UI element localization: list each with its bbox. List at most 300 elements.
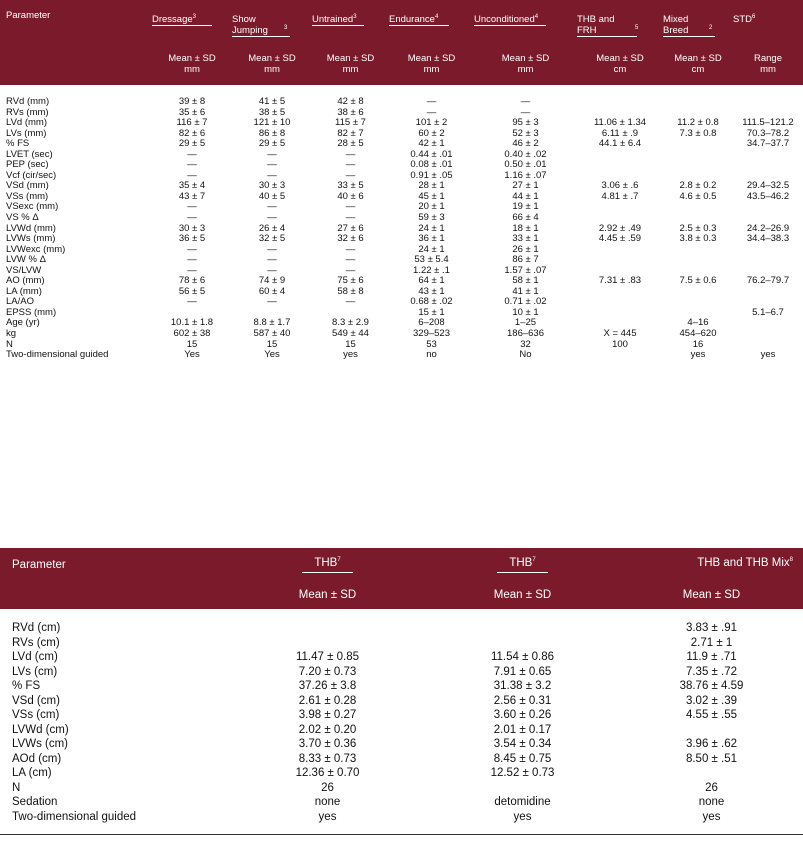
table-row (0, 297, 803, 308)
value-cell: 10.1 ± 1.8 (170, 317, 214, 329)
value-cell: 11.47 ± 0.85 (295, 651, 359, 663)
table2-group-ref: 7 (337, 556, 341, 563)
value-cell: — (187, 243, 197, 255)
value-cell: 59 ± 3 (418, 212, 445, 224)
value-cell: 100 (612, 338, 628, 350)
parameter-cell: LVd (mm) (6, 117, 47, 129)
value-cell (577, 202, 663, 213)
table1-group-header-underline (577, 14, 637, 37)
value-cell: 0.91 ± .05 (410, 169, 453, 181)
parameter-cell: LVWexc (mm) (6, 243, 66, 255)
table1-unit-line: cm (613, 64, 627, 75)
value-cell: yes (318, 810, 337, 823)
value-cell: 28 ± 5 (337, 138, 364, 150)
value-cell: 1.57 ± .07 (504, 264, 547, 276)
value-cell: 2.61 ± 0.28 (298, 694, 357, 707)
value-cell: 116 ± 7 (176, 117, 208, 129)
value-cell: — (345, 201, 356, 213)
value-cell: 2.02 ± 0.20 (298, 723, 357, 736)
table1-unit-line: Mean ± SD (407, 53, 456, 64)
value-cell: 186–636 (507, 328, 544, 340)
value-cell: 26 ± 1 (512, 243, 539, 255)
value-cell: — (187, 264, 197, 276)
value-cell: 33 ± 5 (337, 180, 364, 192)
value-cell: 24 ± 1 (418, 243, 445, 255)
value-cell: 549 ± 44 (332, 328, 369, 340)
value-cell: 53 (426, 338, 437, 350)
value-cell: 26 (321, 781, 334, 794)
parameter-cell: LVWs (cm) (12, 738, 69, 750)
table1-group-header-underline (733, 14, 803, 25)
table1-group-label: Untrained (312, 14, 354, 25)
value-cell: 12.36 ± 0.70 (295, 767, 360, 779)
value-cell: 60 ± 4 (258, 285, 286, 297)
value-cell: 58 ± 1 (512, 275, 539, 287)
value-cell: 10 ± 1 (512, 306, 539, 318)
table1-group-label: Dressage (152, 14, 193, 25)
parameter-cell: LVWs (mm) (6, 233, 56, 245)
value-cell: X = 445 (603, 328, 637, 340)
value-cell: 15 (266, 338, 278, 350)
value-cell: 24 ± 1 (418, 222, 445, 234)
parameter-cell: LVW % Δ (6, 254, 46, 266)
value-cell (663, 297, 733, 308)
table-row (0, 340, 803, 351)
value-cell: 44.1 ± 6.4 (598, 138, 642, 150)
value-cell: 75 ± 6 (337, 275, 364, 287)
value-cell: 329–523 (413, 328, 450, 340)
table1-group-header-underline (663, 14, 715, 37)
table1-unit-header (152, 50, 232, 85)
parameter-cell: EPSS (mm) (6, 306, 57, 318)
table-row (0, 139, 803, 150)
value-cell: — (267, 201, 277, 213)
value-cell: none (698, 796, 725, 808)
value-cell: — (345, 243, 356, 255)
value-cell: 2.8 ± 0.2 (679, 180, 717, 192)
table1-unit-header (577, 50, 663, 85)
value-cell: 7.5 ± 0.6 (679, 275, 717, 287)
value-cell: 7.31 ± .83 (598, 275, 642, 287)
value-cell: 35 ± 4 (178, 180, 206, 192)
parameter-cell: Sedation (12, 796, 58, 808)
table1-group-ref: 5 (635, 24, 639, 31)
value-cell: — (345, 212, 356, 224)
parameter-cell: Vcf (cir/sec) (6, 169, 57, 181)
value-cell: 2.71 ± 1 (690, 636, 733, 649)
table2-group-ref: 7 (532, 556, 536, 563)
value-cell: 115 ± 7 (335, 117, 366, 129)
value-cell: 29 ± 5 (258, 138, 286, 150)
value-cell: — (520, 106, 531, 118)
value-cell: 4.81 ± .7 (601, 190, 639, 202)
value-cell (425, 636, 620, 651)
parameter-cell: LVs (cm) (12, 665, 58, 678)
table1-body (0, 85, 803, 361)
table1-unit-header-row (0, 50, 803, 85)
value-cell: 16 (692, 338, 704, 350)
parameter-cell: RVd (mm) (6, 96, 50, 107)
table2-unit-header: Mean ± SD (425, 581, 620, 609)
value-cell: 1.22 ± .1 (413, 264, 450, 276)
value-cell: 5.1–6.7 (752, 306, 784, 318)
table1-group-header (232, 0, 312, 50)
value-cell: 4.6 ± 0.5 (679, 190, 717, 202)
parameter-cell: VSs (cm) (12, 709, 60, 721)
table-row (0, 213, 803, 224)
table1-group-ref: 3 (192, 13, 197, 20)
table1-unit-header (389, 50, 474, 85)
value-cell: 86 ± 7 (512, 254, 539, 266)
table-row (0, 234, 803, 245)
value-cell (733, 245, 803, 256)
value-cell: 32 (520, 338, 531, 350)
value-cell: 8.45 ± 0.75 (493, 752, 552, 765)
table1-unit-line: Mean ± SD (596, 53, 644, 64)
value-cell: 74 ± 9 (258, 275, 286, 287)
table1-group-header (663, 0, 733, 50)
table-row (0, 752, 803, 767)
table1-group-header-row (0, 0, 803, 50)
value-cell: — (267, 264, 277, 276)
value-cell: 43.5–46.2 (746, 190, 790, 202)
value-cell: — (187, 201, 197, 213)
table2-group-header (230, 548, 425, 581)
table1-group-header (312, 0, 389, 50)
table1-unit-line: Mean ± SD (248, 53, 296, 64)
value-cell: 18 ± 1 (512, 222, 539, 234)
value-cell: 86 ± 8 (258, 127, 286, 139)
value-cell: 58 ± 8 (337, 285, 364, 297)
table2-parameter-header: Parameter (0, 548, 230, 581)
table1-unit-header (733, 50, 803, 85)
value-cell: 32 ± 6 (337, 233, 364, 245)
table2-unit-header-row (0, 581, 803, 609)
value-cell (577, 160, 663, 171)
value-cell (577, 255, 663, 266)
value-cell: 0.40 ± .02 (504, 148, 547, 160)
value-cell: — (345, 148, 356, 160)
value-cell: 35 ± 6 (178, 106, 206, 118)
value-cell: 7.20 ± 0.73 (298, 665, 357, 678)
parameter-cell: AOd (cm) (12, 752, 62, 765)
value-cell: 0.50 ± .01 (504, 159, 547, 171)
parameter-cell: LVWd (mm) (6, 222, 56, 234)
table1-group-header-underline (389, 14, 449, 26)
value-cell: — (187, 148, 197, 160)
table2-group-label: THB (509, 556, 533, 569)
table1-unit-line: Mean ± SD (501, 53, 550, 64)
table-row (0, 329, 803, 340)
value-cell: no (426, 349, 437, 361)
table-row (0, 308, 803, 319)
value-cell: 7.3 ± 0.8 (679, 127, 717, 139)
echo-table-breeds (0, 0, 803, 361)
table-row (0, 276, 803, 287)
value-cell: — (187, 296, 197, 308)
table1-unit-line: Range (754, 53, 782, 64)
table1-unit-header (474, 50, 577, 85)
value-cell: 6.11 ± .9 (601, 127, 639, 139)
table-row (0, 723, 803, 738)
table1-group-header (577, 0, 663, 50)
parameter-cell: Age (yr) (6, 317, 40, 329)
table-row (0, 795, 803, 810)
value-cell (663, 245, 733, 256)
value-cell: 0.68 ± .02 (410, 296, 453, 308)
value-cell: 2.01 ± 0.17 (493, 723, 552, 736)
value-cell (577, 150, 663, 161)
table1-unit-header (312, 50, 389, 85)
parameter-cell: VSd (cm) (12, 694, 60, 707)
value-cell: none (314, 796, 341, 808)
value-cell: yes (343, 349, 358, 361)
value-cell: 12.52 ± 0.73 (490, 767, 555, 779)
value-cell: 42 ± 1 (418, 138, 445, 150)
table1-unit-line: Mean ± SD (326, 53, 375, 64)
table2-unit-header: Mean ± SD (620, 581, 803, 609)
value-cell: 2.5 ± 0.3 (679, 222, 717, 234)
value-cell: 587 ± 40 (253, 328, 291, 340)
value-cell: — (345, 169, 356, 181)
table1-group-header-underline (152, 14, 212, 26)
value-cell: — (187, 169, 197, 181)
value-cell: 8.50 ± .51 (685, 752, 738, 765)
table2-group-label: THB and THB Mix (697, 557, 790, 569)
table2-group-ref: 8 (789, 557, 793, 564)
value-cell (663, 139, 733, 150)
table2-group-label: THB (314, 556, 338, 569)
parameter-cell: N (12, 781, 21, 794)
table1-unit-header (232, 50, 312, 85)
value-cell: — (345, 159, 356, 171)
table1-group-ref: 3 (284, 24, 288, 31)
value-cell: 32 ± 5 (258, 233, 286, 245)
table1-unit-line: Mean ± SD (674, 53, 722, 64)
value-cell: 11.2 ± 0.8 (677, 117, 719, 129)
table2-group-header-row (0, 548, 803, 581)
parameter-cell: LVWd (cm) (12, 723, 69, 736)
value-cell: 602 ± 38 (173, 328, 211, 340)
value-cell: 121 ± 10 (253, 117, 291, 129)
table-row (0, 766, 803, 781)
value-cell (733, 150, 803, 161)
value-cell: — (267, 159, 277, 171)
value-cell: 19 ± 1 (512, 201, 539, 213)
value-cell: 45 ± 1 (418, 190, 445, 202)
value-cell: 3.8 ± 0.3 (679, 233, 717, 245)
table1-unit-line: mm (264, 64, 280, 75)
table-row (0, 350, 803, 361)
value-cell: 70.3–78.2 (746, 127, 790, 139)
table2-group-header-underline (697, 557, 793, 572)
table1-unit-line: mm (342, 64, 359, 75)
value-cell: 37.26 ± 3.8 (298, 680, 357, 692)
table2-group-header (620, 548, 803, 581)
value-cell: 64 ± 1 (418, 275, 445, 287)
value-cell (733, 287, 803, 298)
value-cell: 43 ± 1 (418, 285, 445, 297)
table1-group-label: Show Jumping (232, 14, 268, 36)
table-row (0, 781, 803, 796)
value-cell (663, 213, 733, 224)
value-cell: — (345, 264, 356, 276)
table2-body (0, 609, 803, 824)
table2-unit-header: Mean ± SD (230, 581, 425, 609)
value-cell: 3.83 ± .91 (685, 622, 738, 634)
value-cell (577, 245, 663, 256)
value-cell: 3.70 ± 0.36 (298, 738, 357, 750)
value-cell (733, 202, 803, 213)
value-cell: yes (690, 349, 706, 361)
value-cell (733, 160, 803, 171)
value-cell (733, 318, 803, 329)
value-cell: 66 ± 4 (512, 212, 539, 224)
value-cell (577, 350, 663, 361)
value-cell (663, 202, 733, 213)
table-row (0, 245, 803, 256)
parameter-cell: % FS (12, 680, 41, 692)
parameter-cell: RVs (cm) (12, 636, 60, 649)
value-cell (663, 150, 733, 161)
table-row (0, 810, 803, 825)
value-cell: 46 ± 2 (512, 138, 539, 150)
parameter-cell: LA (mm) (6, 285, 42, 297)
parameter-cell: Two-dimensional guided (12, 810, 137, 823)
value-cell: — (345, 296, 356, 308)
value-cell: yes (760, 349, 776, 361)
value-cell: 8.33 ± 0.73 (298, 752, 357, 765)
table2-group-header-underline (497, 557, 547, 573)
table-row (0, 287, 803, 298)
table1-group-header-underline (312, 14, 364, 26)
table1-unit-line: cm (691, 64, 705, 75)
table-row (0, 650, 803, 665)
value-cell: 82 ± 7 (337, 127, 364, 139)
value-cell: 53 ± 5.4 (414, 254, 449, 266)
value-cell: 52 ± 3 (512, 127, 539, 139)
value-cell: 0.08 ± .01 (410, 159, 453, 171)
parameter-cell: LVET (sec) (6, 148, 53, 160)
value-cell: 34.4–38.3 (746, 233, 790, 245)
value-cell: 8.8 ± 1.7 (253, 317, 291, 329)
value-cell: Yes (264, 349, 280, 361)
value-cell: 40 ± 5 (258, 190, 286, 202)
value-cell: 38 ± 6 (337, 106, 364, 118)
value-cell: 27 ± 1 (512, 180, 539, 192)
parameter-cell: RVd (cm) (12, 622, 61, 634)
value-cell: — (426, 106, 437, 118)
value-cell: — (426, 96, 437, 107)
table1-group-header (389, 0, 474, 50)
value-cell: yes (702, 810, 721, 823)
value-cell: 11.54 ± 0.86 (490, 651, 554, 663)
table2-bottom-rule (0, 834, 803, 835)
value-cell (230, 636, 425, 651)
value-cell: detomidine (494, 796, 551, 808)
value-cell (663, 160, 733, 171)
value-cell: 8.3 ± 2.9 (332, 317, 369, 329)
value-cell: 38 ± 5 (258, 106, 286, 118)
table-row (0, 192, 803, 203)
value-cell: 1–25 (514, 317, 537, 329)
table1-unit-line: mm (423, 64, 440, 75)
value-cell: — (267, 243, 277, 255)
table1-unit-line: mm (517, 64, 534, 75)
value-cell: 33 ± 1 (512, 233, 539, 245)
value-cell: — (267, 254, 277, 266)
value-cell: — (267, 148, 277, 160)
value-cell: 30 ± 3 (178, 222, 206, 234)
table-row (0, 202, 803, 213)
value-cell: 3.98 ± 0.27 (298, 709, 357, 721)
table1-group-ref: 6 (752, 13, 756, 20)
value-cell: 7.35 ± .72 (685, 665, 738, 678)
value-cell (663, 85, 733, 108)
table1-group-ref: 4 (434, 13, 439, 20)
table-row (0, 609, 803, 636)
table1-group-label: Endurance (389, 14, 435, 25)
table1-unit-header-empty (0, 50, 152, 85)
value-cell: 82 ± 6 (178, 127, 206, 139)
value-cell: 95 ± 3 (512, 117, 539, 129)
value-cell: 111.5–121.2 (742, 117, 794, 129)
value-cell: 2.56 ± 0.31 (493, 694, 552, 707)
table1-group-header (152, 0, 232, 50)
table-row (0, 737, 803, 752)
parameter-cell: LA/AO (6, 296, 34, 308)
parameter-cell: LVs (mm) (6, 127, 47, 139)
table1-group-ref: 4 (534, 13, 539, 20)
table1-parameter-header: Parameter (0, 0, 152, 50)
value-cell: — (267, 169, 277, 181)
value-cell (577, 85, 663, 108)
parameter-cell: N (6, 338, 13, 350)
value-cell: 3.54 ± 0.34 (493, 738, 552, 750)
table-row (0, 694, 803, 709)
table1-group-ref: 3 (353, 13, 357, 20)
table-row (0, 85, 803, 108)
value-cell (663, 287, 733, 298)
value-cell: — (187, 159, 197, 171)
value-cell: — (267, 212, 277, 224)
value-cell (577, 287, 663, 298)
value-cell: 41 ± 1 (512, 285, 539, 297)
value-cell: 20 ± 1 (418, 201, 445, 213)
table1-group-header (733, 0, 803, 50)
value-cell: 43 ± 7 (178, 190, 206, 202)
value-cell: 76.2–79.7 (746, 275, 790, 287)
value-cell: 15 (186, 338, 198, 350)
table-row (0, 665, 803, 680)
value-cell (663, 255, 733, 266)
value-cell (733, 85, 803, 108)
value-cell: 6–208 (418, 317, 445, 329)
value-cell: yes (513, 810, 532, 823)
value-cell: 4.45 ± .59 (598, 233, 642, 245)
value-cell: 11.9 ± .71 (686, 651, 737, 663)
value-cell: 29.4–32.5 (746, 180, 790, 192)
value-cell (620, 723, 803, 738)
value-cell: — (345, 254, 356, 266)
value-cell: 36 ± 5 (178, 233, 206, 245)
value-cell (230, 609, 425, 636)
value-cell: 78 ± 6 (178, 275, 206, 287)
value-cell: 7.91 ± 0.65 (493, 665, 552, 678)
table2-group-header (425, 548, 620, 581)
value-cell: 3.96 ± .62 (685, 738, 738, 750)
value-cell: 1.16 ± .07 (504, 169, 547, 181)
